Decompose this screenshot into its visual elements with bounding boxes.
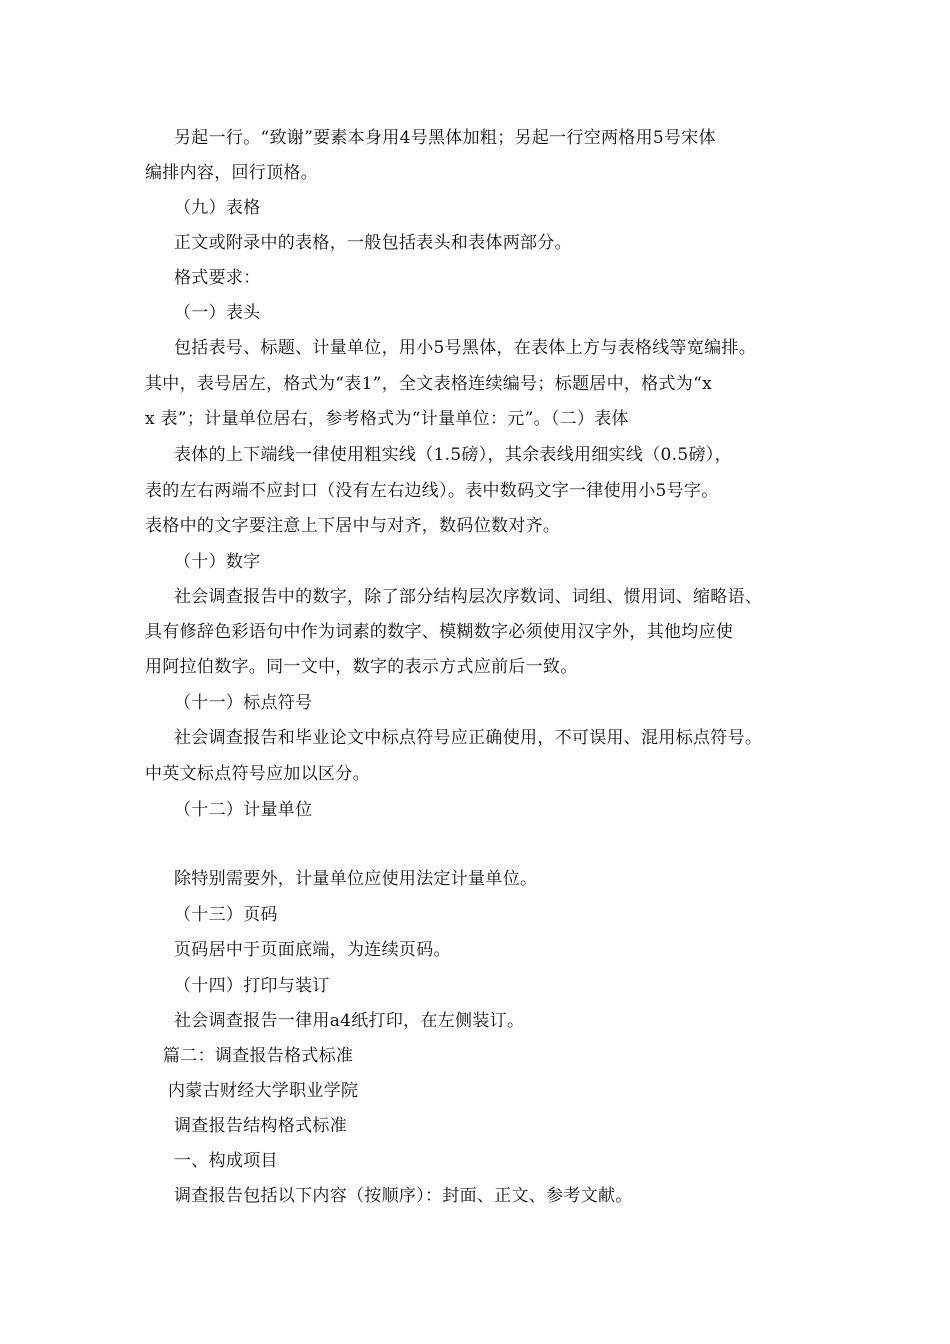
- paragraph-line: 表的左右两端不应封口（没有左右边线）。表中数码文字一律使用小5号字。: [145, 481, 719, 501]
- paragraph-line: 除特别需要外，计量单位应使用法定计量单位。: [174, 869, 538, 889]
- paragraph-line: 调查报告包括以下内容（按顺序）：封面、正文、参考文献。: [174, 1186, 633, 1206]
- paragraph-line: 其中，表号居左，格式为“表1”，全文表格连续编号；标题居中，格式为“x: [145, 374, 712, 394]
- section-heading: （十四）打印与装订: [174, 976, 330, 996]
- section-heading: （十二）计量单位: [174, 800, 313, 820]
- paragraph-line: 表体的上下端线一律使用粗实线（1.5磅），其余表线用细实线（0.5磅），: [174, 445, 732, 465]
- section-heading: （十一）标点符号: [174, 693, 313, 713]
- paragraph-line: 格式要求：: [174, 268, 261, 288]
- paragraph-line: 正文或附录中的表格，一般包括表头和表体两部分。: [174, 233, 572, 253]
- paragraph-line: 包括表号、标题、计量单位，用小5号黑体，在表体上方与表格线等宽编排。: [174, 338, 757, 358]
- paragraph-line: 调查报告结构格式标准: [174, 1116, 347, 1136]
- paragraph-line: 另起一行。“致谢”要素本身用4号黑体加粗；另起一行空两格用5号宋体: [174, 128, 716, 148]
- paragraph-line: 用阿拉伯数字。同一文中，数字的表示方式应前后一致。: [145, 657, 578, 677]
- paragraph-line: 表格中的文字要注意上下居中与对齐，数码位数对齐。: [145, 516, 561, 536]
- section-heading: （十三）页码: [174, 905, 278, 925]
- paragraph-line: x 表”；计量单位居右，参考格式为“计量单位：元”。（二）表体: [145, 409, 629, 429]
- chapter-heading: 篇二：调查报告格式标准: [163, 1046, 354, 1066]
- paragraph-line: 页码居中于页面底端，为连续页码。: [174, 940, 451, 960]
- paragraph-line: 编排内容，回行顶格。: [145, 163, 318, 183]
- section-heading: （十）数字: [174, 552, 261, 572]
- section-heading: （九）表格: [174, 198, 261, 218]
- paragraph-line: 具有修辞色彩语句中作为词素的数字、模糊数字必须使用汉字外，其他均应使: [145, 622, 734, 642]
- paragraph-line: 社会调查报告一律用a4纸打印，在左侧装订。: [174, 1011, 525, 1031]
- paragraph-line: 社会调查报告中的数字，除了部分结构层次序数词、词组、惯用词、缩略语、: [174, 587, 763, 607]
- paragraph-line: 内蒙古财经大学职业学院: [168, 1081, 359, 1101]
- section-heading: （一）表头: [174, 303, 261, 323]
- paragraph-line: 社会调查报告和毕业论文中标点符号应正确使用，不可误用、混用标点符号。: [174, 728, 763, 748]
- paragraph-line: 中英文标点符号应加以区分。: [145, 764, 370, 784]
- section-heading: 一、构成项目: [174, 1151, 278, 1171]
